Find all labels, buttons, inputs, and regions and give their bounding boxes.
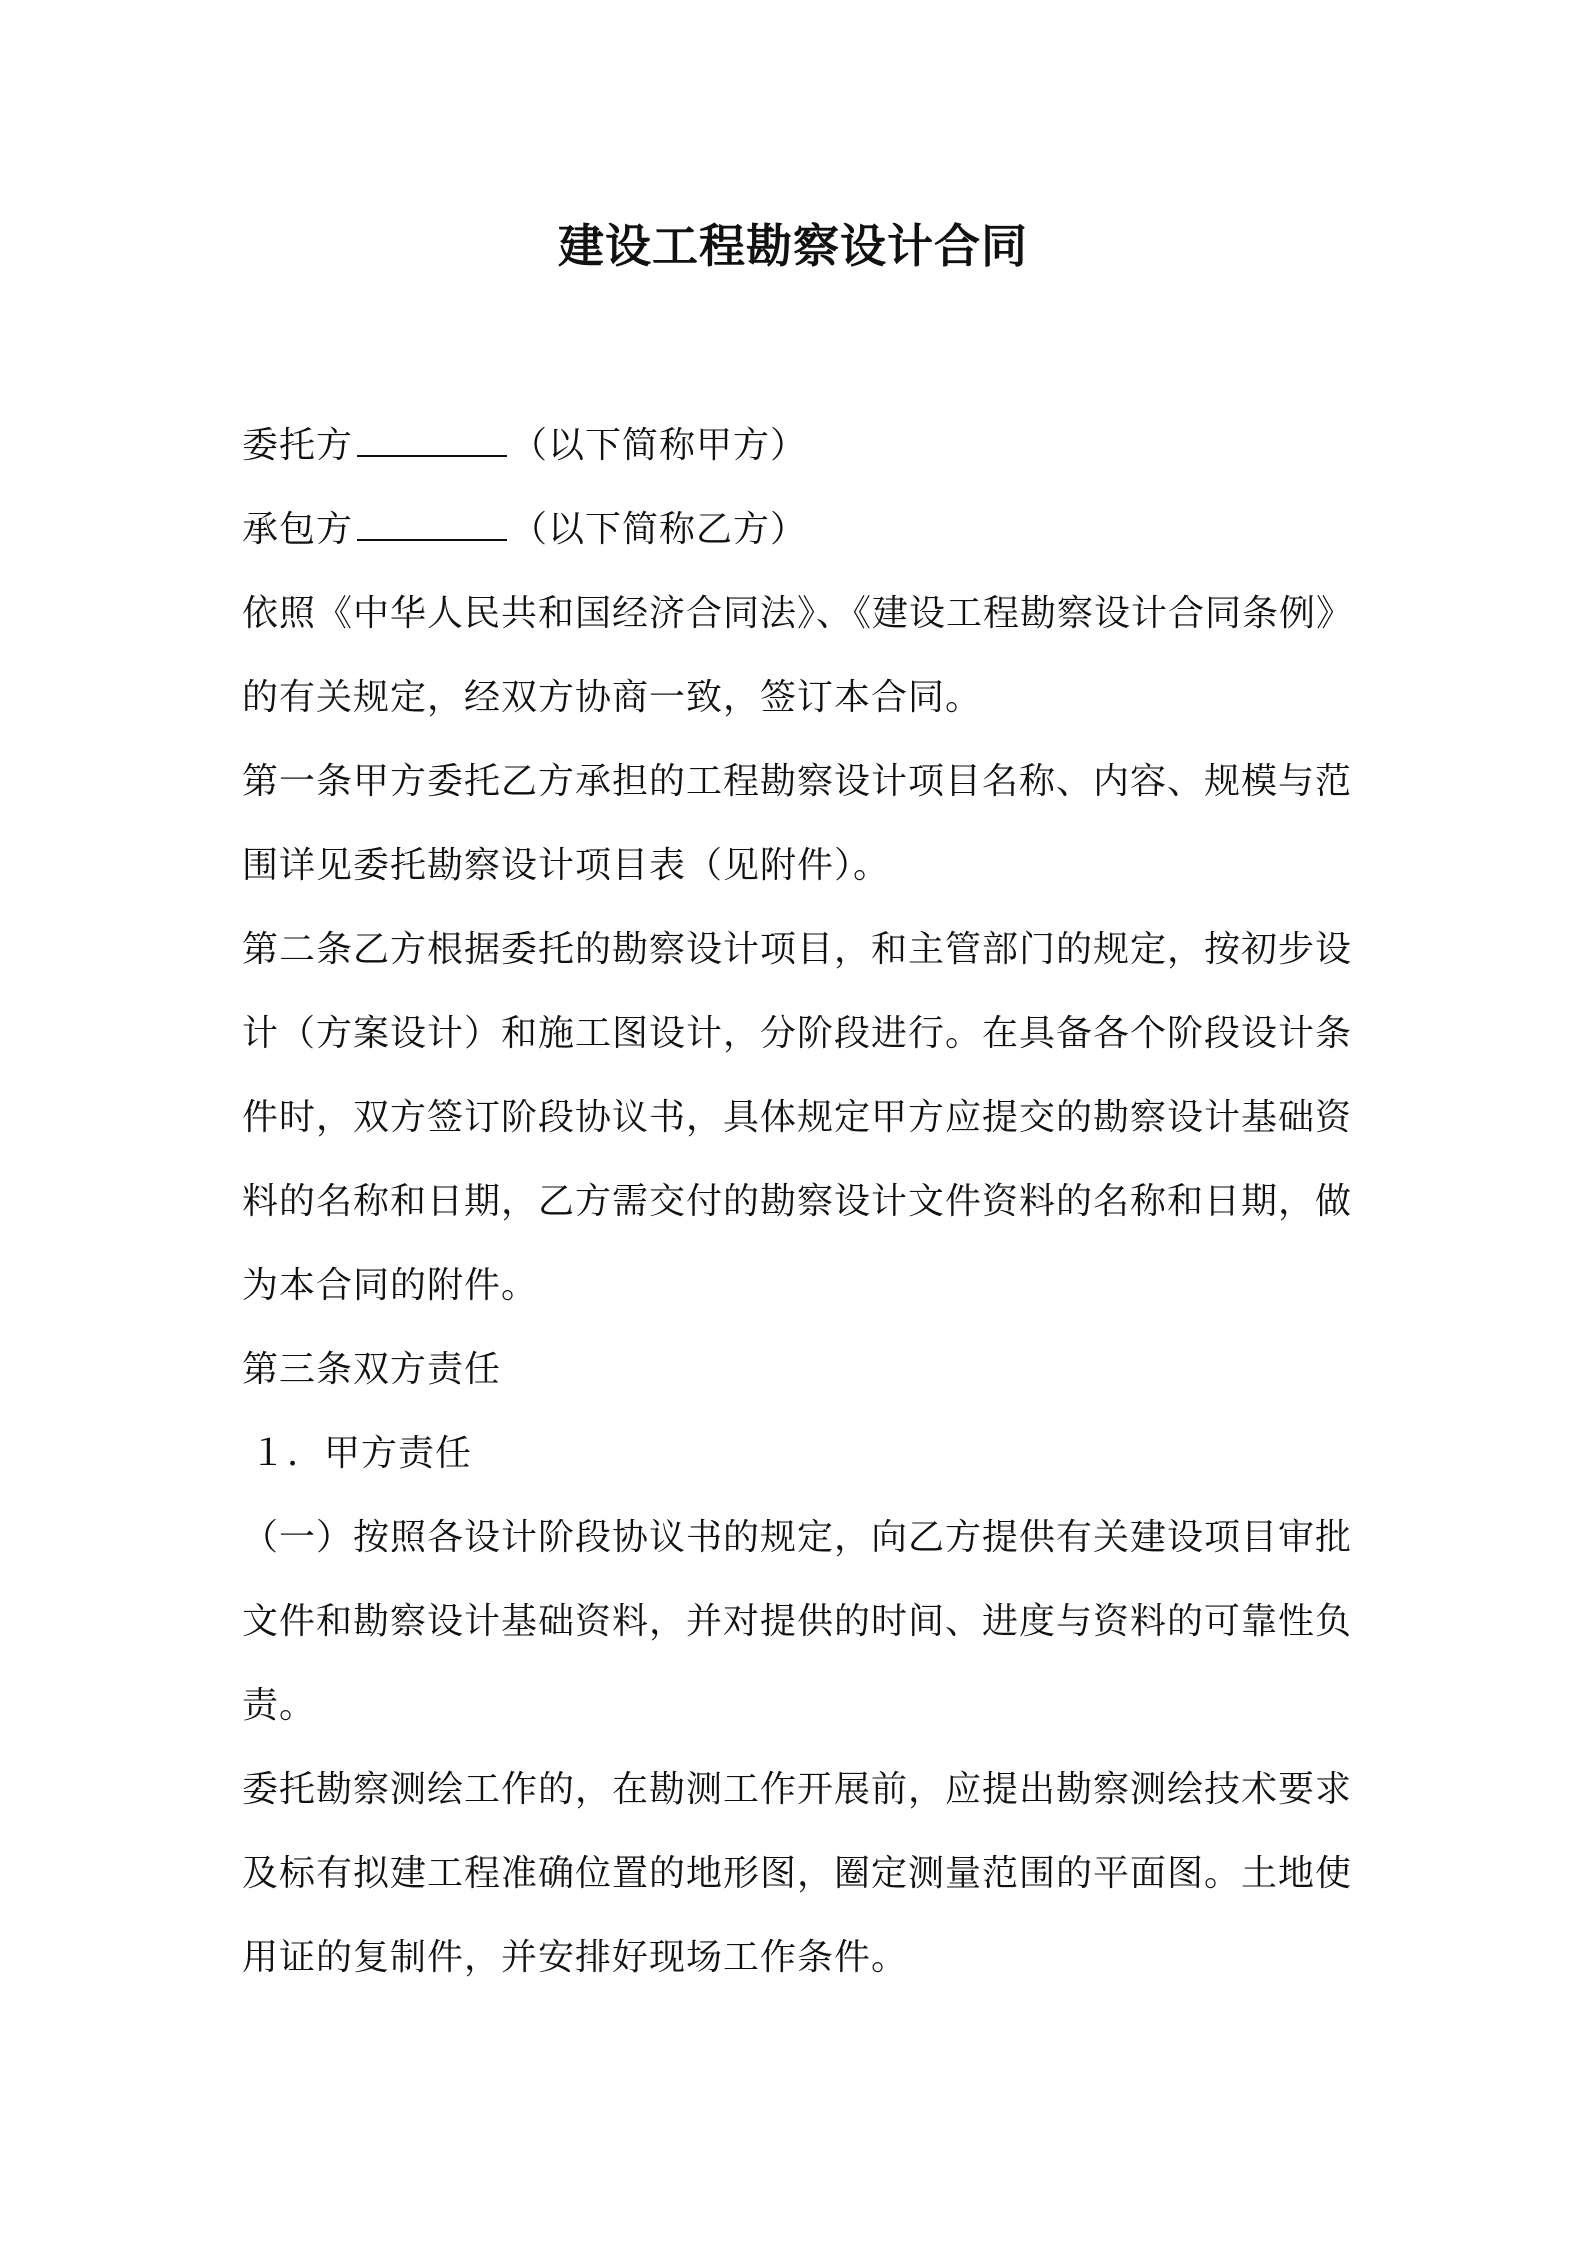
client-label: 委托方 (242, 425, 354, 466)
client-blank (357, 425, 507, 457)
contractor-blank (357, 509, 507, 541)
article-1-paragraph: 第一条甲方委托乙方承担的工程勘察设计项目名称、内容、规模与范围详见委托勘察设计项目表（见附件）。 (242, 761, 1353, 886)
section-1-heading: １．甲方责任 (250, 1433, 473, 1474)
preamble-paragraph: 依照《中华人民共和国经济合同法》、《建设工程勘察设计合同条例》的有关规定，经双方协商一致，签订本合同。 (242, 593, 1354, 718)
article-3-heading: 第三条双方责任 (242, 1349, 502, 1390)
article-2-paragraph: 第二条乙方根据委托的勘察设计项目，和主管部门的规定，按初步设计（方案设计）和施工图设计，分阶段进行。在具备各个阶段设计条件时，双方签订阶段协议书，具体规定甲方应提交的勘察设计基础资料的名称和日期，乙方需交付的勘察设计文件资料的名称和日期，做为本合同的附件。 (242, 929, 1353, 1306)
survey-paragraph: 委托勘察测绘工作的，在勘测工作开展前，应提出勘察测绘技术要求及标有拟建工程准确位置的地形图，圈定测量范围的平面图。土地使用证的复制件，并安排好现场工作条件。 (242, 1769, 1353, 1978)
document-title: 建设工程勘察设计合同 (558, 219, 1028, 273)
contractor-line (242, 488, 1358, 572)
client-line (242, 404, 1358, 488)
contractor-label: 承包方 (242, 509, 354, 550)
item-1-paragraph: （一）按照各设计阶段协议书的规定，向乙方提供有关建设项目审批文件和勘察设计基础资料，并对提供的时间、进度与资料的可靠性负责。 (242, 1517, 1353, 1726)
document-body (242, 404, 1358, 2000)
contractor-suffix: （以下简称乙方） (511, 509, 808, 550)
client-suffix: （以下简称甲方） (511, 425, 808, 466)
